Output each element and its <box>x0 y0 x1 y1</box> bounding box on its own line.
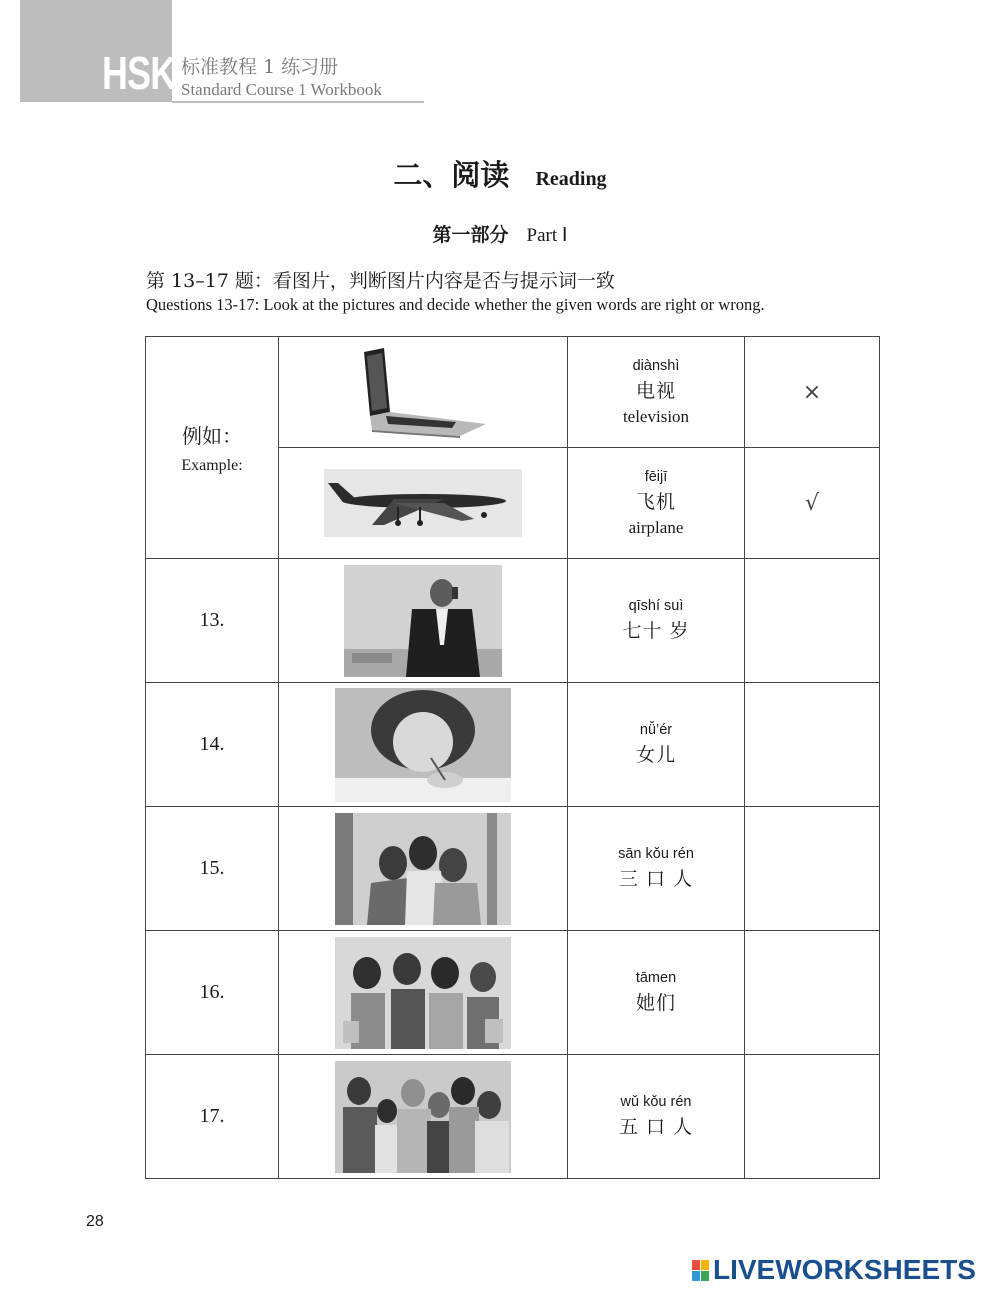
example-label-cell <box>146 337 279 559</box>
answer-cell[interactable] <box>745 559 880 683</box>
word-cell <box>568 1055 745 1179</box>
answer-cell <box>745 448 880 559</box>
section-title <box>0 153 1000 194</box>
english-gloss: airplane <box>628 517 684 537</box>
example-label-cn: 例如： <box>182 424 242 448</box>
section-title-cn: 二、阅读 <box>393 158 510 192</box>
instructions-en: Questions 13-17: Look at the pictures and decide whether the given words are right or wrong. <box>146 295 765 314</box>
answer-cell[interactable] <box>745 931 880 1055</box>
word-cell <box>568 448 745 559</box>
question-row <box>146 1055 880 1179</box>
pinyin: qīshí suì <box>628 598 684 614</box>
answer-cell[interactable] <box>745 807 880 931</box>
question-number-cell <box>146 807 279 931</box>
part-title-en: Part Ⅰ <box>526 225 568 246</box>
section-title-en: Reading <box>535 168 607 190</box>
header-rule <box>172 101 424 103</box>
question-number-cell <box>146 1055 279 1179</box>
hanzi: 她们 <box>635 992 676 1014</box>
airplane-photo <box>324 469 522 537</box>
question-number-cell <box>146 931 279 1055</box>
question-number: 13. <box>199 609 225 631</box>
pinyin: fēijī <box>644 468 668 485</box>
hanzi: 女儿 <box>635 744 676 766</box>
image-cell <box>279 683 568 807</box>
image-cell <box>279 337 568 448</box>
question-number: 15. <box>199 857 225 879</box>
check-mark: √ <box>804 490 820 516</box>
word-cell <box>568 683 745 807</box>
series-title-en: Standard Course 1 Workbook <box>181 80 382 99</box>
word-cell <box>568 337 745 448</box>
pinyin: diànshì <box>632 357 680 374</box>
page-number: 28 <box>86 1213 104 1230</box>
exercise-table <box>145 336 880 1179</box>
word-cell <box>568 807 745 931</box>
hanzi: 五 口 人 <box>618 1116 694 1138</box>
image-cell <box>279 931 568 1055</box>
answer-cell[interactable] <box>745 1055 880 1179</box>
question-number: 14. <box>199 733 225 755</box>
businessman-phone-photo <box>344 565 502 677</box>
part-title-cn: 第一部分 <box>432 224 509 246</box>
three-women-photo <box>335 813 511 925</box>
answer-cell <box>745 337 880 448</box>
hsk-logo: HSK <box>102 47 176 99</box>
hanzi: 飞机 <box>635 490 676 513</box>
liveworksheets-icon <box>692 1260 709 1281</box>
question-number-cell <box>146 559 279 683</box>
pinyin: sān kǒu rén <box>618 846 694 862</box>
image-cell <box>279 448 568 559</box>
example-row <box>146 337 880 448</box>
hanzi: 电视 <box>635 379 676 402</box>
question-number: 17. <box>199 1105 225 1127</box>
example-label-en: Example: <box>181 457 243 474</box>
laptop-photo <box>358 346 488 438</box>
question-row <box>146 559 880 683</box>
word-cell <box>568 931 745 1055</box>
liveworksheets-logo <box>692 1254 976 1286</box>
liveworksheets-wordmark: LIVEWORKSHEETS <box>713 1254 976 1285</box>
part-title <box>0 220 1000 247</box>
family-group-photo <box>335 1061 511 1173</box>
four-women-shopping-photo <box>335 937 511 1049</box>
question-number: 16. <box>199 981 225 1003</box>
pinyin: tāmen <box>635 970 677 986</box>
image-cell <box>279 807 568 931</box>
pinyin: wǔ kǒu rén <box>620 1094 692 1110</box>
word-cell <box>568 559 745 683</box>
question-row <box>146 807 880 931</box>
image-cell <box>279 1055 568 1179</box>
cross-mark: × <box>802 379 822 405</box>
hanzi: 三 口 人 <box>618 868 694 890</box>
answer-cell[interactable] <box>745 683 880 807</box>
pinyin: nǚ’ér <box>639 722 673 738</box>
series-title-cn: 标准教程 1 练习册 <box>181 56 339 78</box>
question-row <box>146 683 880 807</box>
question-row <box>146 931 880 1055</box>
english-gloss: television <box>622 406 690 426</box>
instructions-cn: 第 13–17 题：看图片，判断图片内容是否与提示词一致 <box>146 270 615 292</box>
image-cell <box>279 559 568 683</box>
hanzi: 七十 岁 <box>622 620 690 642</box>
girl-writing-photo <box>335 688 511 802</box>
question-number-cell <box>146 683 279 807</box>
